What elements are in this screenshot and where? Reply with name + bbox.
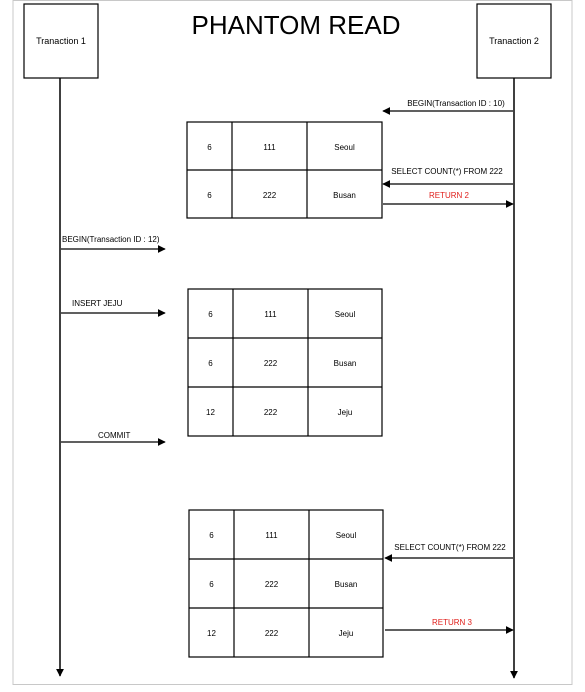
select-2-label: SELECT COUNT(*) FROM 222 bbox=[394, 543, 506, 552]
table-snapshot-1 bbox=[187, 122, 382, 218]
table-cell: 222 bbox=[262, 191, 277, 200]
table-cell: 6 bbox=[208, 310, 213, 319]
table-cell: 12 bbox=[207, 629, 216, 638]
table-cell: Jeju bbox=[338, 629, 354, 638]
table-cell: 222 bbox=[263, 408, 278, 417]
table-cell: 111 bbox=[265, 531, 278, 540]
table-cell: Seoul bbox=[334, 310, 356, 319]
table-cell: 111 bbox=[264, 310, 277, 319]
table-cell: 6 bbox=[208, 359, 213, 368]
table-cell: Busan bbox=[334, 580, 358, 589]
table-snapshot-3 bbox=[189, 510, 383, 657]
begin-t1-label: BEGIN(Transaction ID : 12) bbox=[62, 235, 160, 244]
insert-label: INSERT JEJU bbox=[72, 299, 123, 308]
table-cell: 111 bbox=[263, 143, 276, 152]
transaction-2-label: Tranaction 2 bbox=[489, 36, 539, 46]
table-snapshot-2 bbox=[188, 289, 382, 436]
table-cell: Busan bbox=[333, 191, 356, 200]
table-cell: Seoul bbox=[334, 143, 355, 152]
table-cell: 222 bbox=[263, 359, 278, 368]
table-cell: 6 bbox=[209, 531, 214, 540]
return-2-label: RETURN 3 bbox=[431, 618, 473, 627]
return-1-label: RETURN 2 bbox=[428, 191, 470, 200]
table-cell: 6 bbox=[207, 191, 212, 200]
table-cell: 6 bbox=[209, 580, 214, 589]
table-cell: 6 bbox=[207, 143, 212, 152]
diagram-title: PHANTOM READ bbox=[191, 10, 401, 40]
begin-t2-label: BEGIN(Transaction ID : 10) bbox=[407, 99, 505, 108]
table-cell: 222 bbox=[264, 580, 279, 589]
table-cell: 222 bbox=[264, 629, 279, 638]
transaction-1-label: Tranaction 1 bbox=[36, 36, 86, 46]
table-cell: Busan bbox=[333, 359, 357, 368]
table-cell: Seoul bbox=[335, 531, 357, 540]
commit-label: COMMIT bbox=[98, 431, 131, 440]
select-1-label: SELECT COUNT(*) FROM 222 bbox=[391, 167, 503, 176]
table-cell: Jeju bbox=[337, 408, 353, 417]
table-cell: 12 bbox=[206, 408, 215, 417]
